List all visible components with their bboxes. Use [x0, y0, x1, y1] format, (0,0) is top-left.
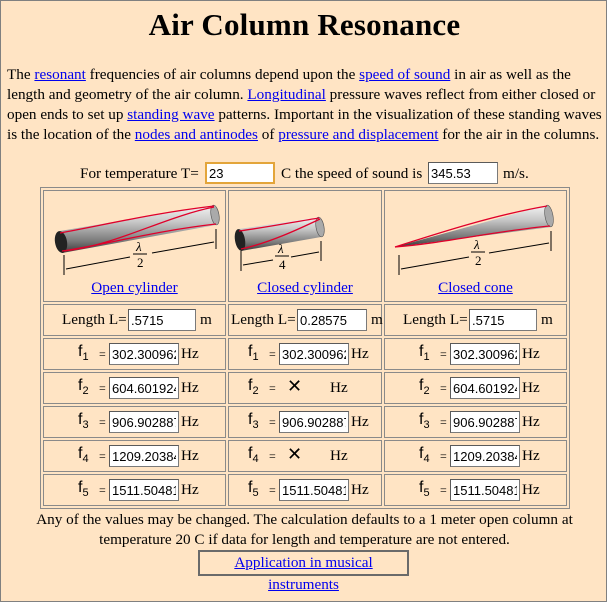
open-cylinder-f1-symbol — [78, 343, 89, 363]
closed-cylinder-f4-symbol — [248, 445, 259, 465]
closed-cylinder-f5-symbol — [248, 479, 259, 499]
closed-cone-denominator: 2 — [475, 253, 482, 268]
freq-subscript: 3 — [423, 419, 430, 432]
freq-symbol: f — [248, 343, 253, 360]
closed-cone-f5-input[interactable] — [450, 479, 520, 501]
freq-subscript: 3 — [252, 419, 259, 432]
freq-subscript: 1 — [82, 351, 89, 364]
defaults-note: Any of the values may be changed. The calculation defaults to a 1 meter open column at temperature 20 C if data for length and temperature are not entered. — [36, 511, 573, 548]
link-longitudinal[interactable]: Longitudinal — [247, 86, 326, 103]
hz-unit: Hz — [351, 345, 369, 362]
page-title: Air Column Resonance — [148, 7, 461, 42]
open-cylinder-length-unit: m — [200, 311, 212, 328]
freq-symbol: f — [248, 445, 253, 462]
closed-cylinder-f2-cell — [228, 372, 382, 404]
hz-unit: Hz — [181, 447, 199, 464]
freq-subscript: 4 — [82, 453, 89, 466]
hz-unit: Hz — [181, 379, 199, 396]
closed-cone-f4-input[interactable] — [450, 445, 520, 467]
intro-text-2: frequencies of air columns depend upon the — [85, 66, 360, 83]
closed-cylinder-f5-input[interactable] — [279, 479, 349, 501]
closed-cylinder-f2-symbol — [248, 377, 259, 397]
freq-subscript: 2 — [252, 385, 259, 398]
open-cylinder-f1-input[interactable] — [109, 343, 179, 365]
closed-cone-f4-symbol — [419, 445, 430, 465]
freq-subscript: 4 — [423, 453, 430, 466]
closed-cone-f2-input[interactable] — [450, 377, 520, 399]
equals-sign: = — [269, 381, 276, 395]
equals-sign: = — [269, 483, 276, 497]
closed-cylinder-f1-cell — [228, 338, 382, 370]
closed-cone-lambda: λ — [474, 237, 480, 252]
link-speed-of-sound[interactable]: speed of sound — [359, 66, 451, 83]
closed-cylinder-link[interactable]: Closed cylinder — [257, 279, 353, 296]
open-cylinder-length-cell — [43, 304, 226, 336]
link-standing-wave[interactable]: standing wave — [127, 106, 215, 123]
equals-sign: = — [440, 381, 447, 395]
closed-cone-length-cell — [384, 304, 567, 336]
open-cylinder-f2-input[interactable] — [109, 377, 179, 399]
temperature-label: For temperature T= — [80, 165, 199, 182]
hz-unit: Hz — [522, 413, 540, 430]
freq-subscript: 5 — [82, 487, 89, 500]
closed-cylinder-f3-input[interactable] — [279, 411, 349, 433]
freq-subscript: 2 — [82, 385, 89, 398]
hz-unit: Hz — [181, 481, 199, 498]
closed-cone-f4-cell — [384, 440, 567, 472]
closed-cone-f1-input[interactable] — [450, 343, 520, 365]
closed-cone-f3-input[interactable] — [450, 411, 520, 433]
closed-cylinder-lambda: λ — [278, 241, 284, 256]
open-cylinder-f4-cell — [43, 440, 226, 472]
hz-unit: Hz — [522, 345, 540, 362]
closed-cone-f5-symbol — [419, 479, 430, 499]
open-cylinder-link[interactable]: Open cylinder — [91, 279, 178, 296]
hz-unit: Hz — [351, 413, 369, 430]
freq-symbol: f — [248, 377, 253, 394]
open-cylinder-cell — [43, 190, 226, 302]
intro-text-1: The — [7, 66, 35, 83]
open-cylinder-f5-symbol — [78, 479, 89, 499]
speed-unit: m/s. — [503, 165, 529, 182]
hz-unit: Hz — [522, 447, 540, 464]
hz-unit: Hz — [522, 481, 540, 498]
speed-label: C the speed of sound is — [281, 165, 423, 182]
closed-cone-f5-cell — [384, 474, 567, 506]
open-cylinder-f3-cell — [43, 406, 226, 438]
freq-symbol: f — [78, 445, 83, 462]
hz-unit: Hz — [181, 413, 199, 430]
equals-sign: = — [440, 483, 447, 497]
freq-symbol: f — [419, 445, 424, 462]
closed-cylinder-denominator: 4 — [279, 257, 286, 272]
closed-cylinder-f3-cell — [228, 406, 382, 438]
closed-cone-f2-cell — [384, 372, 567, 404]
closed-cylinder-f5-cell — [228, 474, 382, 506]
hz-unit: Hz — [330, 447, 348, 464]
closed-cone-length-label: Length L= — [403, 311, 468, 328]
closed-cylinder-f4-cell — [228, 440, 382, 472]
hz-unit: Hz — [522, 379, 540, 396]
freq-symbol: f — [419, 343, 424, 360]
closed-cone-length-input[interactable] — [469, 309, 537, 331]
open-cylinder-f3-input[interactable] — [109, 411, 179, 433]
open-cylinder-length-input[interactable] — [128, 309, 196, 331]
speed-of-sound-input[interactable] — [428, 162, 498, 184]
closed-cone-length-unit: m — [541, 311, 553, 328]
freq-symbol: f — [419, 377, 424, 394]
open-cylinder-length-label: Length L= — [62, 311, 127, 328]
freq-symbol: f — [78, 377, 83, 394]
equals-sign: = — [99, 483, 106, 497]
freq-subscript: 1 — [252, 351, 259, 364]
closed-cylinder-length-input[interactable] — [297, 309, 367, 331]
open-cylinder-f4-input[interactable] — [109, 445, 179, 467]
freq-subscript: 5 — [252, 487, 259, 500]
equals-sign: = — [440, 415, 447, 429]
application-musical-instruments-link[interactable]: Application in musical instruments — [234, 554, 373, 593]
closed-cylinder-length-unit: m — [371, 311, 383, 328]
open-cylinder-f2-symbol — [78, 377, 89, 397]
intro-text-6: of — [257, 126, 279, 143]
intro-text-7: for the air in the columns. — [438, 126, 600, 143]
hz-unit: Hz — [181, 345, 199, 362]
resonance-table — [40, 187, 570, 509]
open-denominator: 2 — [137, 255, 144, 270]
closed-cone-f2-symbol — [419, 377, 430, 397]
closed-cylinder-f1-symbol — [248, 343, 259, 363]
intro-paragraph — [7, 65, 602, 145]
intro-text-4: pressure waves reflect from either closed or open ends to set up — [7, 86, 596, 123]
closed-cone-link[interactable]: Closed cone — [438, 279, 513, 296]
link-pressure-displacement[interactable]: pressure and displacement — [278, 126, 439, 143]
open-cylinder-f4-symbol — [78, 445, 89, 465]
equals-sign: = — [269, 415, 276, 429]
open-cylinder-f5-cell — [43, 474, 226, 506]
closed-cone-f1-cell — [384, 338, 567, 370]
intro-text-5: patterns. Important in the visualization of these standing waves is the location of the — [7, 106, 602, 143]
open-cylinder-f3-symbol — [78, 411, 89, 431]
equals-sign: = — [269, 449, 276, 463]
closed-cylinder-length-label: Length L= — [231, 311, 296, 328]
intro-text-3: in air as well as the length and geometry of the air column. — [7, 66, 571, 103]
freq-symbol: f — [248, 411, 253, 428]
equals-sign: = — [440, 347, 447, 361]
freq-subscript: 1 — [423, 351, 430, 364]
freq-subscript: 4 — [252, 453, 259, 466]
closed-cone-f3-cell — [384, 406, 567, 438]
open-cylinder-f2-cell — [43, 372, 226, 404]
freq-symbol: f — [248, 479, 253, 496]
freq-subscript: 5 — [423, 487, 430, 500]
temperature-input[interactable] — [205, 162, 275, 184]
freq-symbol: f — [419, 479, 424, 496]
freq-symbol: f — [419, 411, 424, 428]
equals-sign: = — [440, 449, 447, 463]
hz-unit: Hz — [330, 379, 348, 396]
equals-sign: = — [99, 381, 106, 395]
hz-unit: Hz — [351, 481, 369, 498]
freq-symbol: f — [78, 343, 83, 360]
freq-subscript: 2 — [423, 385, 430, 398]
equals-sign: = — [99, 415, 106, 429]
freq-subscript: 3 — [82, 419, 89, 432]
closed-cylinder-length-cell — [228, 304, 382, 336]
temperature-row — [1, 162, 607, 186]
freq-symbol: f — [78, 411, 83, 428]
link-resonant[interactable]: resonant — [34, 66, 86, 83]
closed-cone-f1-symbol — [419, 343, 430, 363]
closed-cone-cell — [384, 190, 567, 302]
equals-sign: = — [269, 347, 276, 361]
open-cylinder-f1-cell — [43, 338, 226, 370]
closed-cylinder-f1-input[interactable] — [279, 343, 349, 365]
closed-cylinder-f4-not-allowed-icon: ✕ — [287, 444, 303, 465]
open-lambda: λ — [136, 239, 142, 254]
freq-symbol: f — [78, 479, 83, 496]
equals-sign: = — [99, 347, 106, 361]
closed-cylinder-f2-not-allowed-icon: ✕ — [287, 376, 303, 397]
equals-sign: = — [99, 449, 106, 463]
closed-cone-f3-symbol — [419, 411, 430, 431]
closed-cylinder-f3-symbol — [248, 411, 259, 431]
open-cylinder-f5-input[interactable] — [109, 479, 179, 501]
application-link-box — [198, 550, 409, 593]
closed-cylinder-cell — [228, 190, 382, 302]
link-nodes-antinodes[interactable]: nodes and antinodes — [134, 126, 258, 143]
